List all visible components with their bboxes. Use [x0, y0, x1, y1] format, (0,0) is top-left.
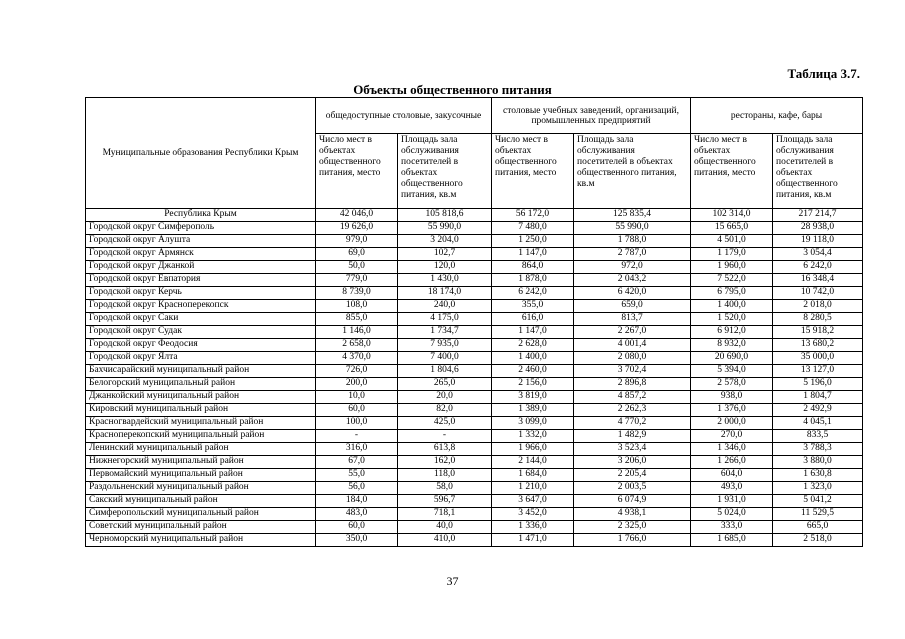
value-cell: 333,0 [691, 521, 773, 534]
municipality-name: Республика Крым [86, 209, 316, 222]
table-row [86, 521, 863, 534]
municipality-name: Городской округ Ялта [86, 352, 316, 365]
value-cell: 56,0 [316, 482, 398, 495]
value-cell: 7 480,0 [492, 222, 574, 235]
value-cell: 60,0 [316, 521, 398, 534]
value-cell: 1 482,9 [574, 430, 691, 443]
value-cell: 2 000,0 [691, 417, 773, 430]
value-cell: 55,0 [316, 469, 398, 482]
value-cell: 82,0 [398, 404, 492, 417]
value-cell: 265,0 [398, 378, 492, 391]
municipality-name: Симферопольский муниципальный район [86, 508, 316, 521]
table-row [86, 274, 863, 287]
table-row [86, 495, 863, 508]
value-cell: 15 665,0 [691, 222, 773, 235]
value-cell: 2 518,0 [773, 534, 863, 547]
table-row [86, 417, 863, 430]
value-cell: 270,0 [691, 430, 773, 443]
value-cell: 813,7 [574, 313, 691, 326]
value-cell: 493,0 [691, 482, 773, 495]
value-cell: 2 896,8 [574, 378, 691, 391]
table-number-label: Таблица 3.7. [787, 66, 860, 81]
value-cell: 425,0 [398, 417, 492, 430]
group-header-restaurants: рестораны, кафе, бары [691, 98, 863, 134]
table-row [86, 300, 863, 313]
municipality-name: Городской округ Симферополь [86, 222, 316, 235]
value-cell: 3 647,0 [492, 495, 574, 508]
value-cell: 4 770,2 [574, 417, 691, 430]
value-cell: 55 990,0 [398, 222, 492, 235]
value-cell: 6 242,0 [492, 287, 574, 300]
value-cell: 1 146,0 [316, 326, 398, 339]
table-row [86, 456, 863, 469]
table-row [86, 352, 863, 365]
municipality-name: Городской округ Судак [86, 326, 316, 339]
municipality-name: Красногвардейский муниципальный район [86, 417, 316, 430]
municipality-name: Городской округ Армянск [86, 248, 316, 261]
value-cell: 67,0 [316, 456, 398, 469]
value-cell: 4 857,2 [574, 391, 691, 404]
value-cell: 6 242,0 [773, 261, 863, 274]
municipality-name: Городской округ Алушта [86, 235, 316, 248]
table-row [86, 261, 863, 274]
value-cell: 2 628,0 [492, 339, 574, 352]
value-cell: 2 003,5 [574, 482, 691, 495]
value-cell: 1 346,0 [691, 443, 773, 456]
value-cell: 100,0 [316, 417, 398, 430]
value-cell: 58,0 [398, 482, 492, 495]
table-row [86, 339, 863, 352]
value-cell: 125 835,4 [574, 209, 691, 222]
value-cell: 1 336,0 [492, 521, 574, 534]
column-header: Число мест в объектах общественного питания, место [316, 134, 398, 209]
table-row [86, 365, 863, 378]
value-cell: 1 520,0 [691, 313, 773, 326]
row-header: Муниципальные образования Республики Крым [86, 98, 316, 209]
value-cell: 410,0 [398, 534, 492, 547]
column-header: Число мест в объектах общественного питания, место [691, 134, 773, 209]
group-header-institutional-canteens: столовые учебных заведений, организаций, промышленных предприятий [492, 98, 691, 134]
value-cell: 6 795,0 [691, 287, 773, 300]
value-cell: 7 935,0 [398, 339, 492, 352]
table-row [86, 534, 863, 547]
value-cell: 3 702,4 [574, 365, 691, 378]
value-cell: 6 420,0 [574, 287, 691, 300]
value-cell: 1 788,0 [574, 235, 691, 248]
value-cell: 50,0 [316, 261, 398, 274]
value-cell: 8 280,5 [773, 313, 863, 326]
municipality-name: Городской округ Керчь [86, 287, 316, 300]
value-cell: 56 172,0 [492, 209, 574, 222]
value-cell: 616,0 [492, 313, 574, 326]
value-cell: 1 685,0 [691, 534, 773, 547]
value-cell: 5 196,0 [773, 378, 863, 391]
value-cell: 1 179,0 [691, 248, 773, 261]
value-cell: 350,0 [316, 534, 398, 547]
value-cell: 8 739,0 [316, 287, 398, 300]
value-cell: 2 144,0 [492, 456, 574, 469]
value-cell: 3 788,3 [773, 443, 863, 456]
value-cell: 1 400,0 [691, 300, 773, 313]
value-cell: 596,7 [398, 495, 492, 508]
food-service-table [85, 97, 863, 547]
municipality-name: Городской округ Красноперекопск [86, 300, 316, 313]
table-row [86, 209, 863, 222]
value-cell: 2 262,3 [574, 404, 691, 417]
value-cell: 118,0 [398, 469, 492, 482]
value-cell: 1 389,0 [492, 404, 574, 417]
value-cell: 19 626,0 [316, 222, 398, 235]
value-cell: 2 156,0 [492, 378, 574, 391]
value-cell: 13 127,0 [773, 365, 863, 378]
value-cell: 2 460,0 [492, 365, 574, 378]
value-cell: 779,0 [316, 274, 398, 287]
value-cell: 120,0 [398, 261, 492, 274]
value-cell: 665,0 [773, 521, 863, 534]
value-cell: 69,0 [316, 248, 398, 261]
table-row [86, 443, 863, 456]
municipality-name: Городской округ Евпатория [86, 274, 316, 287]
value-cell: 2 325,0 [574, 521, 691, 534]
value-cell: 3 523,4 [574, 443, 691, 456]
value-cell: 200,0 [316, 378, 398, 391]
value-cell: 726,0 [316, 365, 398, 378]
table-row [86, 378, 863, 391]
table-row [86, 248, 863, 261]
table-row [86, 287, 863, 300]
table-row [86, 222, 863, 235]
value-cell: 864,0 [492, 261, 574, 274]
value-cell: 7 522,0 [691, 274, 773, 287]
value-cell: 483,0 [316, 508, 398, 521]
municipality-name: Городской округ Феодосия [86, 339, 316, 352]
table-row [86, 391, 863, 404]
value-cell: 2 492,9 [773, 404, 863, 417]
value-cell: 1 878,0 [492, 274, 574, 287]
table-title: Объекты общественного питания [353, 82, 552, 97]
municipality-name: Черноморский муниципальный район [86, 534, 316, 547]
value-cell: 3 054,4 [773, 248, 863, 261]
value-cell: 1 147,0 [492, 248, 574, 261]
value-cell: 316,0 [316, 443, 398, 456]
value-cell: 105 818,6 [398, 209, 492, 222]
value-cell: 2 043,2 [574, 274, 691, 287]
value-cell: 11 529,5 [773, 508, 863, 521]
value-cell: 60,0 [316, 404, 398, 417]
value-cell: 5 024,0 [691, 508, 773, 521]
value-cell: 4 175,0 [398, 313, 492, 326]
value-cell: 3 880,0 [773, 456, 863, 469]
page-number: 37 [446, 574, 459, 588]
value-cell: 3 099,0 [492, 417, 574, 430]
value-cell: 13 680,2 [773, 339, 863, 352]
table-row [86, 469, 863, 482]
value-cell: 6 912,0 [691, 326, 773, 339]
table-body [86, 209, 863, 547]
municipality-name: Кировский муниципальный район [86, 404, 316, 417]
value-cell: 28 938,0 [773, 222, 863, 235]
table-row [86, 235, 863, 248]
municipality-name: Первомайский муниципальный район [86, 469, 316, 482]
value-cell: 8 932,0 [691, 339, 773, 352]
value-cell: 1 630,8 [773, 469, 863, 482]
group-header-canteens: общедоступные столовые, закусочные [316, 98, 492, 134]
value-cell: 42 046,0 [316, 209, 398, 222]
column-header: Площадь зала обслуживания посетителей в объектах общественного питания, кв.м [773, 134, 863, 209]
value-cell: 979,0 [316, 235, 398, 248]
municipality-name: Городской округ Джанкой [86, 261, 316, 274]
municipality-name: Городской округ Саки [86, 313, 316, 326]
value-cell: 19 118,0 [773, 235, 863, 248]
value-cell: 1 210,0 [492, 482, 574, 495]
value-cell: 15 918,2 [773, 326, 863, 339]
table-row [86, 326, 863, 339]
municipality-name: Белогорский муниципальный район [86, 378, 316, 391]
value-cell: 5 041,2 [773, 495, 863, 508]
value-cell: 35 000,0 [773, 352, 863, 365]
value-cell: 1 804,7 [773, 391, 863, 404]
value-cell: 1 966,0 [492, 443, 574, 456]
value-cell: 2 080,0 [574, 352, 691, 365]
value-cell: 659,0 [574, 300, 691, 313]
value-cell: 18 174,0 [398, 287, 492, 300]
value-cell: 1 250,0 [492, 235, 574, 248]
value-cell: 2 658,0 [316, 339, 398, 352]
value-cell: 55 990,0 [574, 222, 691, 235]
value-cell: 102,7 [398, 248, 492, 261]
value-cell: 1 430,0 [398, 274, 492, 287]
column-header: Площадь зала обслуживания посетителей в объектах общественного питания, кв.м [574, 134, 691, 209]
value-cell: 108,0 [316, 300, 398, 313]
municipality-name: Бахчисарайский муниципальный район [86, 365, 316, 378]
value-cell: 1 332,0 [492, 430, 574, 443]
value-cell: 217 214,7 [773, 209, 863, 222]
value-cell: 4 001,4 [574, 339, 691, 352]
municipality-name: Джанкойский муниципальный район [86, 391, 316, 404]
table-row [86, 430, 863, 443]
value-cell: 16 348,4 [773, 274, 863, 287]
value-cell: 3 819,0 [492, 391, 574, 404]
value-cell: 184,0 [316, 495, 398, 508]
value-cell: 1 931,0 [691, 495, 773, 508]
value-cell: 3 452,0 [492, 508, 574, 521]
value-cell: 938,0 [691, 391, 773, 404]
value-cell: 4 501,0 [691, 235, 773, 248]
municipality-name: Сакский муниципальный район [86, 495, 316, 508]
table-row [86, 404, 863, 417]
value-cell: 2 787,0 [574, 248, 691, 261]
value-cell: - [398, 430, 492, 443]
value-cell: 20,0 [398, 391, 492, 404]
table-row [86, 313, 863, 326]
value-cell: - [316, 430, 398, 443]
value-cell: 604,0 [691, 469, 773, 482]
value-cell: 1 804,6 [398, 365, 492, 378]
value-cell: 355,0 [492, 300, 574, 313]
municipality-name: Советский муниципальный район [86, 521, 316, 534]
municipality-name: Раздольненский муниципальный район [86, 482, 316, 495]
value-cell: 972,0 [574, 261, 691, 274]
value-cell: 10,0 [316, 391, 398, 404]
value-cell: 833,5 [773, 430, 863, 443]
value-cell: 162,0 [398, 456, 492, 469]
value-cell: 4 045,1 [773, 417, 863, 430]
value-cell: 6 074,9 [574, 495, 691, 508]
value-cell: 1 400,0 [492, 352, 574, 365]
value-cell: 3 204,0 [398, 235, 492, 248]
value-cell: 10 742,0 [773, 287, 863, 300]
value-cell: 1 960,0 [691, 261, 773, 274]
value-cell: 613,8 [398, 443, 492, 456]
municipality-name: Нижнегорский муниципальный район [86, 456, 316, 469]
value-cell: 1 471,0 [492, 534, 574, 547]
value-cell: 2 018,0 [773, 300, 863, 313]
value-cell: 102 314,0 [691, 209, 773, 222]
value-cell: 1 766,0 [574, 534, 691, 547]
value-cell: 5 394,0 [691, 365, 773, 378]
value-cell: 1 684,0 [492, 469, 574, 482]
municipality-name: Красноперекопский муниципальный район [86, 430, 316, 443]
value-cell: 718,1 [398, 508, 492, 521]
value-cell: 240,0 [398, 300, 492, 313]
municipality-name: Ленинский муниципальный район [86, 443, 316, 456]
value-cell: 1 734,7 [398, 326, 492, 339]
value-cell: 2 267,0 [574, 326, 691, 339]
column-header: Площадь зала обслуживания посетителей в объектах общественного питания, кв.м [398, 134, 492, 209]
value-cell: 4 938,1 [574, 508, 691, 521]
value-cell: 855,0 [316, 313, 398, 326]
value-cell: 20 690,0 [691, 352, 773, 365]
value-cell: 2 578,0 [691, 378, 773, 391]
column-header: Число мест в объектах общественного питания, место [492, 134, 574, 209]
value-cell: 40,0 [398, 521, 492, 534]
value-cell: 3 206,0 [574, 456, 691, 469]
table-row [86, 482, 863, 495]
value-cell: 1 323,0 [773, 482, 863, 495]
value-cell: 7 400,0 [398, 352, 492, 365]
value-cell: 4 370,0 [316, 352, 398, 365]
value-cell: 1 147,0 [492, 326, 574, 339]
table-row [86, 508, 863, 521]
value-cell: 1 376,0 [691, 404, 773, 417]
value-cell: 1 266,0 [691, 456, 773, 469]
value-cell: 2 205,4 [574, 469, 691, 482]
